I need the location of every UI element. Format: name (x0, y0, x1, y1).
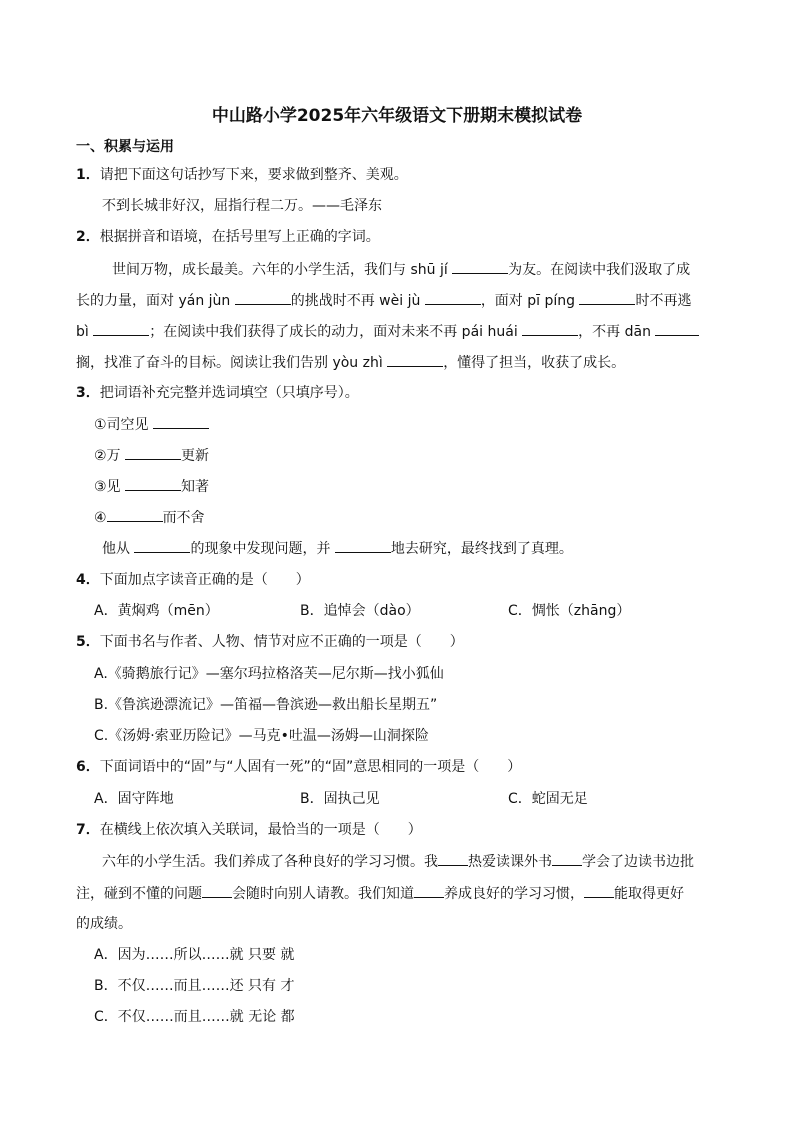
passage-text: ，不再 dān (578, 324, 656, 340)
answer-blank[interactable] (107, 507, 163, 522)
passage-line (102, 851, 694, 872)
passage-text: ，面对 pī píng (480, 293, 580, 309)
question-stem: 下面书名与作者、人物、情节对应不正确的一项是（ ） (99, 634, 464, 650)
answer-blank[interactable] (414, 883, 444, 898)
idiom-text: ②万 (94, 448, 126, 464)
passage-text: 会随时向别人请教。我们知道 (232, 886, 414, 902)
question-number: 2． (76, 229, 100, 245)
passage-text: 注，碰到不懂的问题 (76, 886, 202, 902)
idiom-text: 知著 (181, 479, 210, 495)
idiom-item-2 (94, 445, 209, 466)
question-stem: 把词语补充完整并选词填空（只填序号）。 (99, 385, 359, 401)
question-4 (76, 570, 310, 590)
question-number: 5． (76, 634, 100, 650)
option-b[interactable]: B．追悼会（dào） (300, 603, 420, 619)
passage-line: 的成绩。 (76, 916, 132, 932)
passage-text: 热爱读课外书 (468, 854, 552, 870)
option-b[interactable]: B．不仅……而且……还 只有 才 (94, 978, 295, 994)
idiom-text: ①司空见 (94, 417, 154, 433)
passage-text: 的挑战时不再 wèi jù (290, 293, 425, 309)
question-number: 4． (76, 572, 100, 588)
passage-text: 能取得更好 (614, 886, 684, 902)
idiom-item-3 (94, 476, 209, 497)
passage-text: bì (76, 324, 94, 340)
passage-line (76, 883, 684, 904)
answer-blank[interactable] (579, 290, 635, 305)
question-stem: 下面词语中的“固”与“人固有一死”的“固”意思相同的一项是（ ） (99, 759, 522, 775)
fill-sentence (102, 538, 573, 559)
question-2 (76, 227, 380, 247)
idiom-text: ④ (94, 510, 107, 526)
passage-text: 长的力量，面对 yán jùn (76, 293, 235, 309)
passage-line (76, 352, 625, 373)
answer-blank[interactable] (522, 321, 578, 336)
idiom-text: ③见 (94, 479, 126, 495)
passage-text: ；在阅读中我们获得了成长的动力，面对未来不再 pái huái (149, 324, 523, 340)
answer-blank[interactable] (153, 414, 209, 429)
passage-text: 世间万物，成长最美。六年的小学生活，我们与 shū jí (112, 262, 453, 278)
answer-blank[interactable] (387, 352, 443, 367)
option-b[interactable]: B.《鲁滨逊漂流记》—笛福—鲁滨逊—救出船长星期五” (94, 697, 438, 713)
question-stem: 根据拼音和语境，在括号里写上正确的字词。 (99, 229, 380, 245)
question-5 (76, 632, 464, 652)
idiom-text: 更新 (181, 448, 210, 464)
idiom-text: 而不舍 (162, 510, 205, 526)
answer-blank[interactable] (655, 321, 699, 336)
answer-blank[interactable] (552, 851, 582, 866)
option-a[interactable]: A．因为……所以……就 只要 就 (94, 947, 295, 963)
answer-blank[interactable] (134, 538, 190, 553)
option-b[interactable]: B．固执己见 (300, 791, 380, 807)
passage-line (76, 290, 691, 311)
passage-line (76, 321, 699, 342)
question-stem: 下面加点字读音正确的是（ ） (99, 572, 310, 588)
question-3 (76, 383, 359, 403)
section-heading: 一、积累与运用 (76, 139, 174, 155)
question-number: 7． (76, 822, 100, 838)
question-number: 3． (76, 385, 100, 401)
sentence-text: 他从 (102, 541, 135, 557)
passage-text: ，懂得了担当，收获了成长。 (443, 355, 626, 371)
answer-blank[interactable] (202, 883, 232, 898)
passage-text: 搁，找准了奋斗的目标。阅读让我们告别 yòu zhì (76, 355, 388, 371)
answer-blank[interactable] (425, 290, 481, 305)
idiom-item-4 (94, 507, 205, 528)
passage-text: 为友。在阅读中我们汲取了成 (508, 262, 691, 278)
question-stem: 在横线上依次填入关联词，最恰当的一项是（ ） (99, 822, 422, 838)
question-number: 6． (76, 759, 100, 775)
passage-text: 养成良好的学习习惯， (444, 886, 584, 902)
passage-text: 六年的小学生活。我们养成了各种良好的学习习惯。我 (102, 854, 438, 870)
sentence-text: 的现象中发现问题，并 (190, 541, 335, 557)
answer-blank[interactable] (235, 290, 291, 305)
answer-blank[interactable] (584, 883, 614, 898)
quote-line: 不到长城非好汉，屈指行程二万。——毛泽东 (102, 198, 382, 214)
idiom-item-1 (94, 414, 209, 435)
option-a[interactable]: A．固守阵地 (94, 791, 174, 807)
passage-text: 学会了边读书边批 (582, 854, 694, 870)
question-number: 1． (76, 167, 100, 183)
option-c[interactable]: C．蛇固无足 (508, 791, 588, 807)
sentence-text: 地去研究，最终找到了真理。 (390, 541, 573, 557)
answer-blank[interactable] (93, 321, 149, 336)
option-c[interactable]: C．惆怅（zhāng） (508, 603, 631, 619)
passage-line (112, 259, 690, 280)
answer-blank[interactable] (452, 259, 508, 274)
answer-blank[interactable] (125, 476, 181, 491)
passage-text: 时不再逃 (635, 293, 692, 309)
question-7 (76, 820, 422, 840)
answer-blank[interactable] (335, 538, 391, 553)
option-c[interactable]: C．不仅……而且……就 无论 都 (94, 1009, 295, 1025)
option-a[interactable]: A．黄焖鸡（mēn） (94, 603, 219, 619)
page-title: 中山路小学2025年六年级语文下册期末模拟试卷 (211, 106, 583, 126)
answer-blank[interactable] (125, 445, 181, 460)
question-stem: 请把下面这句话抄写下来，要求做到整齐、美观。 (99, 167, 408, 183)
question-6 (76, 757, 521, 777)
question-1 (76, 165, 408, 185)
option-a[interactable]: A.《骑鹅旅行记》—塞尔玛拉格洛芙—尼尔斯—找小狐仙 (94, 666, 444, 682)
option-c[interactable]: C.《汤姆·索亚历险记》—马克•吐温—汤姆—山洞探险 (94, 728, 429, 744)
answer-blank[interactable] (438, 851, 468, 866)
